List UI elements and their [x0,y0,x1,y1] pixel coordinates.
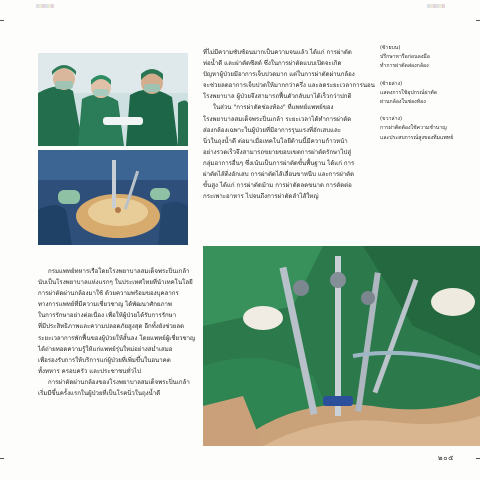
text-line: โรงพยาบาลสมเด็จพระปิ่นเกล้า ระยะเวลาได้ทำการผ่าตัด [203,115,352,123]
text-line: อย่างรวดเร็วจึงสามารถขยายขอบเขตการผ่าตัดรักษาไปสู่ [203,148,352,156]
text-line: ขั้นสูง ได้แก่ การผ่าตัดม้าม การผ่าตัดลดขนาด การตัดต่อ [203,182,352,190]
text-line: ระยะเวลาการพักฟื้นของผู้ป่วยให้สั้นลง โดยแพทย์ผู้เชี่ยวชาญ [38,334,196,342]
text-line: จะช่วยลดอาการเจ็บปวดให้มากกว่าครึ่ง และลดระยะเวลาการนอน [203,82,375,90]
caption-line: ทำการผ่าตัดส่องกล้อง [380,63,429,70]
text-line: ทางการแพทย์ที่มีความเชี่ยวชาญ ได้พัฒนาศักยภาพ [38,301,172,309]
crop-mark [0,458,4,459]
text-line: กลุ่มอาการอื่นๆ ซึ่งเน้นเป็นการผ่าตัดขั้นพื้นฐาน ได้แก่ การ [203,159,355,167]
text-line: การผ่าตัดผ่านกล้องของโรงพยาบาลสมเด็จพระปิ่นเกล้า [48,378,190,386]
text-line: ได้ถ่ายทอดความรู้ให้แก่แพทย์รุ่นใหม่อย่างสม่ำเสมอ [38,345,173,353]
text-line: ในการรักษาอย่างต่อเนื่อง เพื่อให้ผู้ป่วยได้รับการรักษา [38,312,177,320]
page-number: ๒๐๕ [438,454,454,462]
crop-mark [476,458,480,459]
caption-line: ปรึกษาหารือก่อนลงมือ [380,54,430,61]
text-line: ส่องกล้องเฉพาะในผู้ป่วยที่มีอาการรุนแรงที่อักเสบและ [203,126,342,134]
text-line: ที่ไม่มีความซับซ้อนมากเป็นความจนแล้ว ได้แก่ การผ่าตัด [203,49,352,56]
caption-line: (ขวาล่าง) [380,116,403,123]
caption-line: ผ่านกล้องในช่องท้อง [380,99,426,106]
caption-line: และประสบการณ์สูงของทีมแพทย์ [380,134,454,141]
text-line: ทั้งทหาร ครอบครัว และประชาชนทั่วไป [38,367,141,375]
laparoscopic-abdomen-photo [38,150,188,245]
text-line: ท่อน้ำดี และผ่าตัดซีสต์ ซึ่งในการผ่าตัดแบบเปิดจะเกิด [203,60,342,68]
body-text-top [203,47,375,202]
text-line: นิ่วในถุงน้ำดี ต่อมาเมื่อเทคโนโลยีด้านนี้มีความก้าวหน้า [203,137,348,145]
surgeons-consulting-photo [38,53,188,146]
color-registration-bar [36,4,54,8]
body-text-bottom [38,266,196,399]
caption-line: แสดงการใช้อุปกรณ์ผ่าตัด [380,89,438,96]
text-line: นับเป็นโรงพยาบาลแห่งแรกๆ ในประเทศไทยที่นำเทคโนโลยี [38,279,193,287]
color-registration-bar [427,4,445,8]
text-line: ที่มีประสิทธิภาพและความปลอดภัยสูงสุด อีกทั้งยังช่วยลด [38,323,185,331]
text-line: ปัญหาผู้ป่วยมีอาการเจ็บปวดมาก แต่ในการผ่าตัดผ่านกล้อง [203,71,355,79]
crop-mark [0,20,4,21]
text-line: กระเพาะอาหาร ไปจนถึงการผ่าตัดลำไส้ใหญ่ [203,193,319,201]
crop-mark [476,20,480,21]
caption-line: การผ่าตัดต้องใช้ความชำนาญ [380,125,447,132]
text-line: ในส่วน "การผ่าตัดช่องท้อง" ที่แพทย์แพทย์ของ [213,104,334,112]
laparoscopic-instruments-photo [203,246,480,446]
caption-line: (ซ้ายล่าง) [380,80,403,87]
text-line: โรงพยาบาล ผู้ป่วยจึงสามารถฟื้นตัวกลับมาได้เร็วกว่าปกติ [203,93,352,101]
text-line: ผ่าตัดไส้ติ่งอักเสบ การผ่าตัดไส้เลื่อนขาหนีบ และการผ่าตัด [203,171,355,179]
caption-line: (ซ้ายบน) [380,45,401,51]
text-line: การผ่าตัดผ่านกล้องมาใช้ ด้วยความพร้อมของบุคลากร [38,290,179,298]
photo-captions [380,44,460,145]
text-line: กรมแพทย์ทหารเรือโดยโรงพยาบาลสมเด็จพระปิ่นเกล้า [48,268,190,275]
text-line: เริ่มมีขึ้นครั้งแรกในผู้ป่วยที่เป็นโรคนิ่วในถุงน้ำดี [38,390,161,398]
text-line: เพื่อรองรับการให้บริการแก่ผู้ป่วยที่เพิ่มขึ้นในอนาคต [38,356,171,364]
